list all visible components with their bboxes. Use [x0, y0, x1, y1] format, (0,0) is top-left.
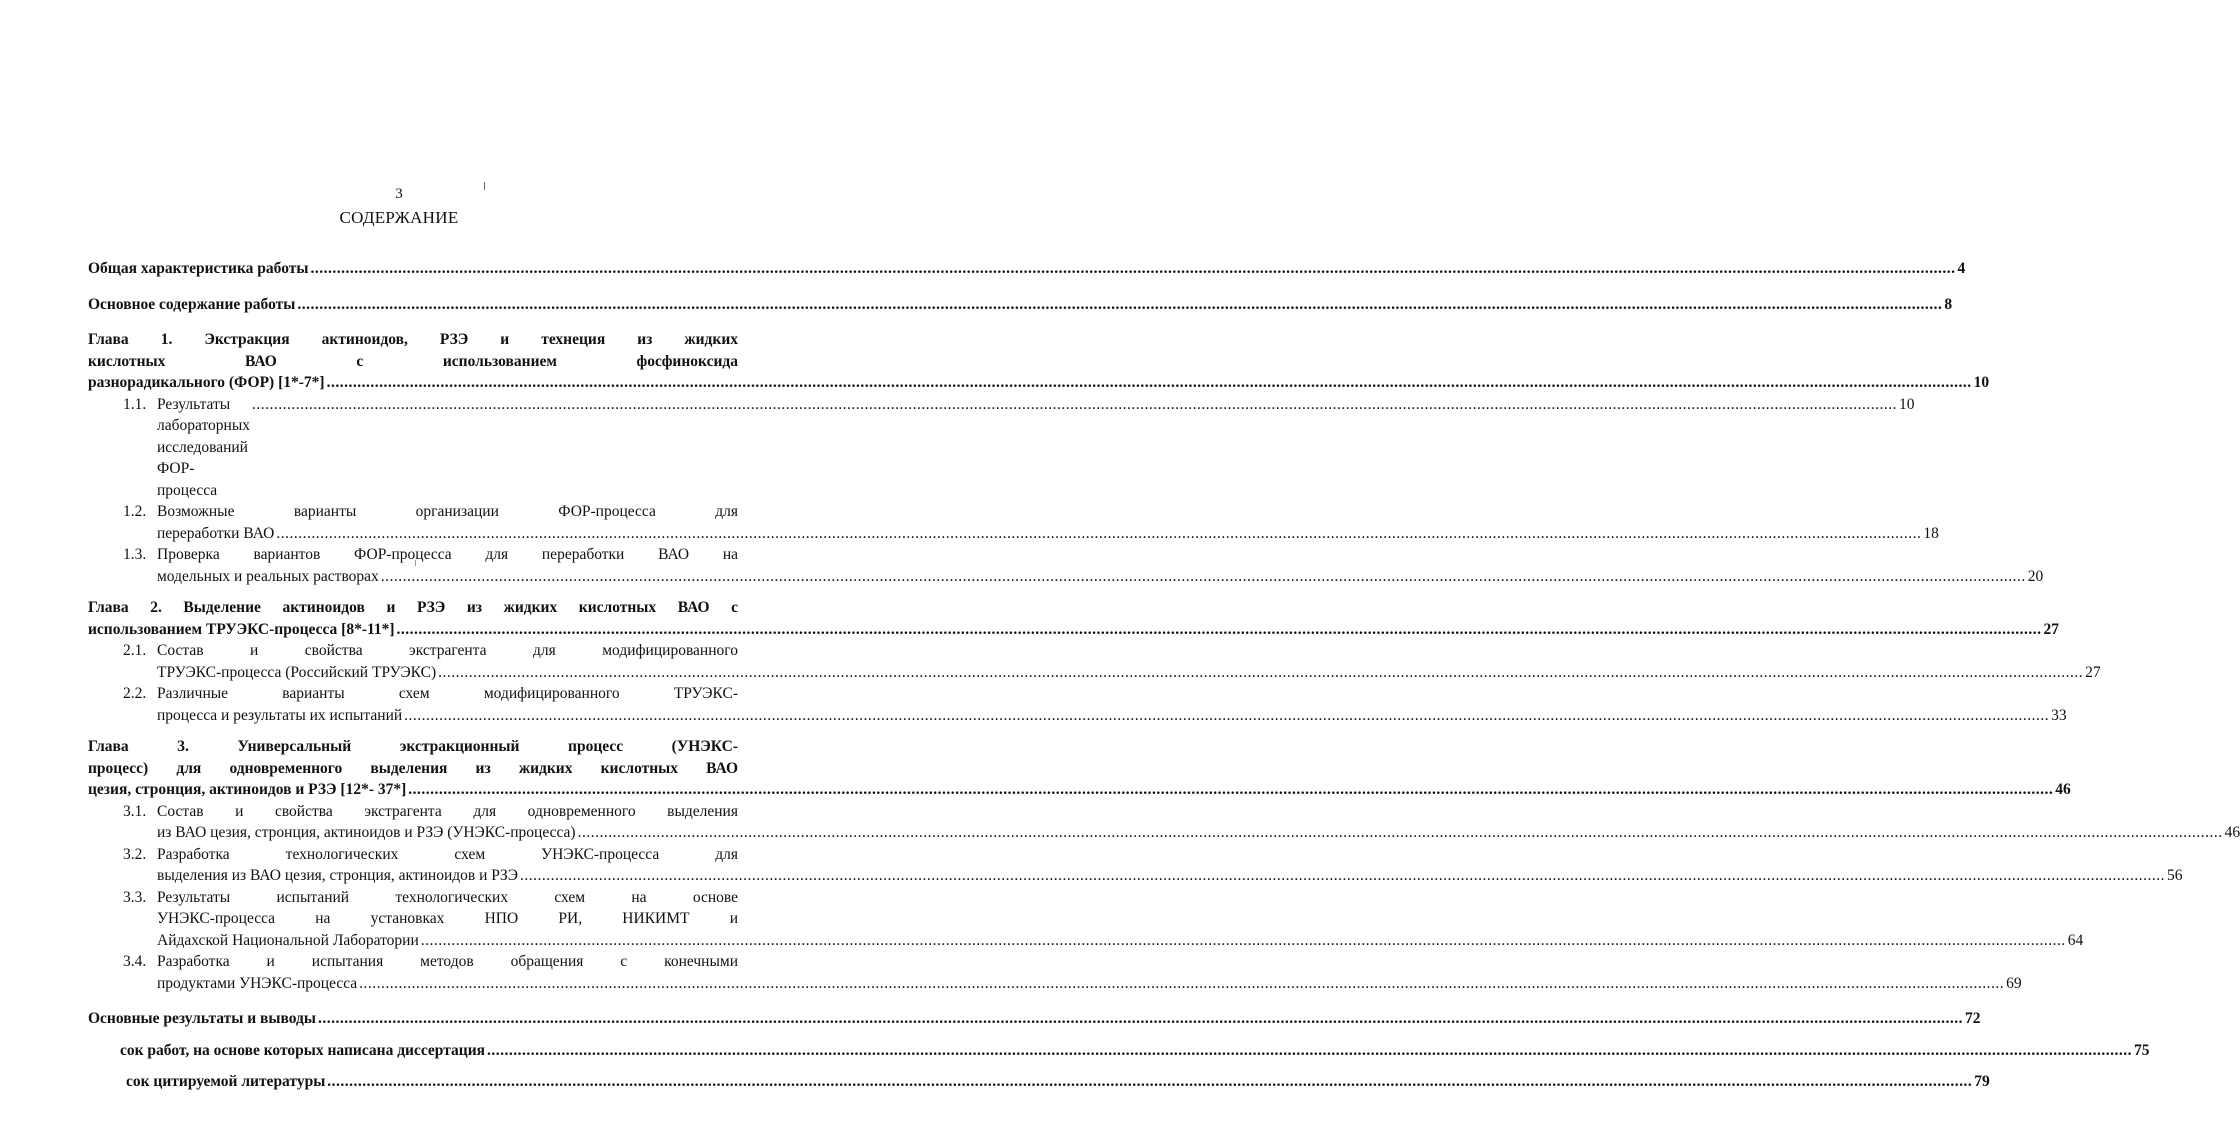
dot-leader: [327, 372, 1972, 394]
toc-entry-main-content[interactable]: [88, 294, 1953, 316]
scan-mark: [484, 182, 485, 190]
toc-entry-line: Глава 3. Универсальный экстракционный процесс (УНЭКС-: [88, 738, 738, 755]
toc-page-number: 33: [2051, 706, 2067, 724]
toc-entry-text: Основное содержание работы: [88, 295, 296, 313]
toc-page-number: 69: [2006, 974, 2022, 992]
toc-entry-line: УНЭКС-процесса на установках НПО РИ, НИКИМТ и: [157, 910, 738, 927]
toc-entry-line: из ВАО цезия, стронция, актиноидов и РЗЭ (УНЭКС-процесса): [157, 824, 576, 841]
toc-page-number: 46: [2224, 824, 2240, 841]
toc-section-1-1[interactable]: [123, 394, 1915, 502]
dot-leader: [359, 973, 2004, 995]
toc-entry-line: использованием ТРУЭКС-процесса [8*-11*]: [88, 620, 395, 638]
toc-section-3-1[interactable]: [88, 801, 2240, 844]
toc-section-2-2[interactable]: [88, 683, 2067, 726]
section-number: 3.1.: [123, 802, 147, 820]
dot-leader: [438, 662, 2083, 684]
toc-entry-line: Возможные варианты организации ФОР-процесса для: [157, 503, 738, 520]
toc-entry-general[interactable]: [88, 258, 1966, 280]
toc-page-number: 64: [2067, 931, 2084, 949]
toc-entry-text: сок работ, на основе которых написана диссертация: [120, 1041, 486, 1059]
toc-entry-line: модельных и реальных растворах: [157, 567, 379, 585]
page-number: 3: [395, 186, 403, 202]
toc-entry-references[interactable]: [88, 1071, 1990, 1093]
toc-section-2-1[interactable]: [88, 640, 2101, 683]
dot-leader: [310, 258, 1955, 280]
section-number: 1.3.: [123, 546, 147, 563]
toc-chapter-3[interactable]: [88, 736, 2071, 801]
dot-leader: [252, 394, 1897, 416]
toc-section-3-2[interactable]: [88, 844, 2183, 887]
toc-entry-line: Состав и свойства экстрагента для одновременного выделения: [157, 802, 738, 820]
toc-entry-line: ТРУЭКС-процесса (Российский ТРУЭКС): [157, 663, 437, 681]
toc-section-1-2[interactable]: [88, 501, 1939, 544]
section-number: 1.1.: [123, 395, 147, 413]
toc-page-number: 18: [1923, 524, 1939, 542]
toc-page-number: 79: [1974, 1073, 1990, 1090]
toc-section-3-4[interactable]: [88, 951, 2022, 994]
dot-leader: [578, 822, 2223, 844]
dot-leader: [297, 294, 1942, 316]
toc-entry-line: Результаты испытаний технологических схем на основе: [157, 888, 738, 906]
toc-entry-line: разнорадикального (ФОР) [1*-7*]: [88, 374, 325, 391]
toc-entry-line: переработки ВАО: [157, 524, 275, 542]
toc-section-3-3[interactable]: [88, 887, 2084, 952]
toc-entry-text: Общая характеристика работы: [88, 260, 309, 277]
toc-page-number: 75: [2134, 1041, 2150, 1059]
toc-entry-line: цезия, стронция, актиноидов и РЗЭ [12*- 37*]: [88, 781, 407, 798]
dot-leader: [404, 705, 2049, 727]
section-number: 3.3.: [123, 888, 147, 906]
toc-entry-results[interactable]: [88, 1008, 1981, 1030]
toc-entry-text: Основные результаты и выводы: [88, 1010, 316, 1027]
dot-leader: [421, 930, 2066, 952]
toc-section-1-3[interactable]: [88, 544, 2044, 587]
toc-entry-line: процесса и результаты их испытаний: [157, 706, 403, 724]
toc-page-number: 27: [2043, 620, 2060, 638]
toc-entry-line: выделения из ВАО цезия, стронция, актиноидов и РЗЭ: [157, 867, 519, 884]
section-number: 3.4.: [123, 953, 147, 970]
toc-entry-line: Разработка технологических схем УНЭКС-процесса для: [157, 845, 738, 863]
section-number: 2.1.: [123, 642, 147, 659]
toc-page-number: 8: [1944, 295, 1953, 313]
dot-leader: [327, 1071, 1972, 1093]
toc-chapter-2[interactable]: [88, 597, 2060, 640]
toc-entry-line: процесс) для одновременного выделения из жидких кислотных ВАО: [88, 759, 738, 777]
toc-entry-line: Проверка вариантов ФОР-процесса для переработки ВАО на: [157, 546, 738, 563]
dot-leader: [381, 566, 2026, 588]
toc-page-number: 72: [1965, 1010, 1981, 1027]
toc-chapter-1[interactable]: [88, 329, 1990, 394]
toc-entry-line: Глава 2. Выделение актиноидов и РЗЭ из жидких кислотных ВАО с: [88, 599, 738, 616]
toc-entry-text: Результаты лабораторных исследований ФОР-процесса: [157, 395, 251, 499]
table-of-contents: [88, 258, 2240, 1093]
page-title: СОДЕРЖАНИЕ: [339, 208, 459, 227]
dot-leader: [318, 1008, 1963, 1030]
toc-entry-line: кислотных ВАО с использованием фосфиноксида: [88, 352, 738, 370]
toc-page-number: 10: [1899, 395, 1915, 413]
dot-leader: [276, 523, 1921, 545]
dot-leader: [408, 779, 2053, 801]
toc-page-number: 27: [2085, 663, 2101, 681]
section-number: 1.2.: [123, 503, 147, 520]
toc-entry-line: продуктами УНЭКС-процесса: [157, 974, 358, 992]
section-number: 3.2.: [123, 845, 147, 863]
toc-page-number: 46: [2055, 781, 2071, 798]
toc-page-number: 56: [2167, 867, 2183, 884]
dot-leader: [397, 619, 2042, 641]
toc-entry-line: Различные варианты схем модифицированного ТРУЭКС-: [157, 685, 738, 702]
toc-page-number: 4: [1957, 260, 1966, 277]
toc-entry-line: Айдахской Национальной Лаборатории: [157, 931, 419, 949]
toc-page-number: 10: [1973, 374, 1990, 391]
toc-entry-text: сок цитируемой литературы: [126, 1073, 326, 1090]
dot-leader: [520, 865, 2165, 887]
toc-page-number: 20: [2027, 567, 2044, 585]
dot-leader: [487, 1040, 2132, 1062]
section-number: 2.2.: [123, 685, 147, 702]
toc-entry-line: Разработка и испытания методов обращения с конечными: [157, 953, 738, 970]
toc-entry-line: Состав и свойства экстрагента для модифицированного: [157, 642, 738, 659]
toc-entry-publications[interactable]: [88, 1040, 2150, 1062]
toc-entry-line: Глава 1. Экстракция актиноидов, РЗЭ и технеция из жидких: [88, 331, 738, 348]
